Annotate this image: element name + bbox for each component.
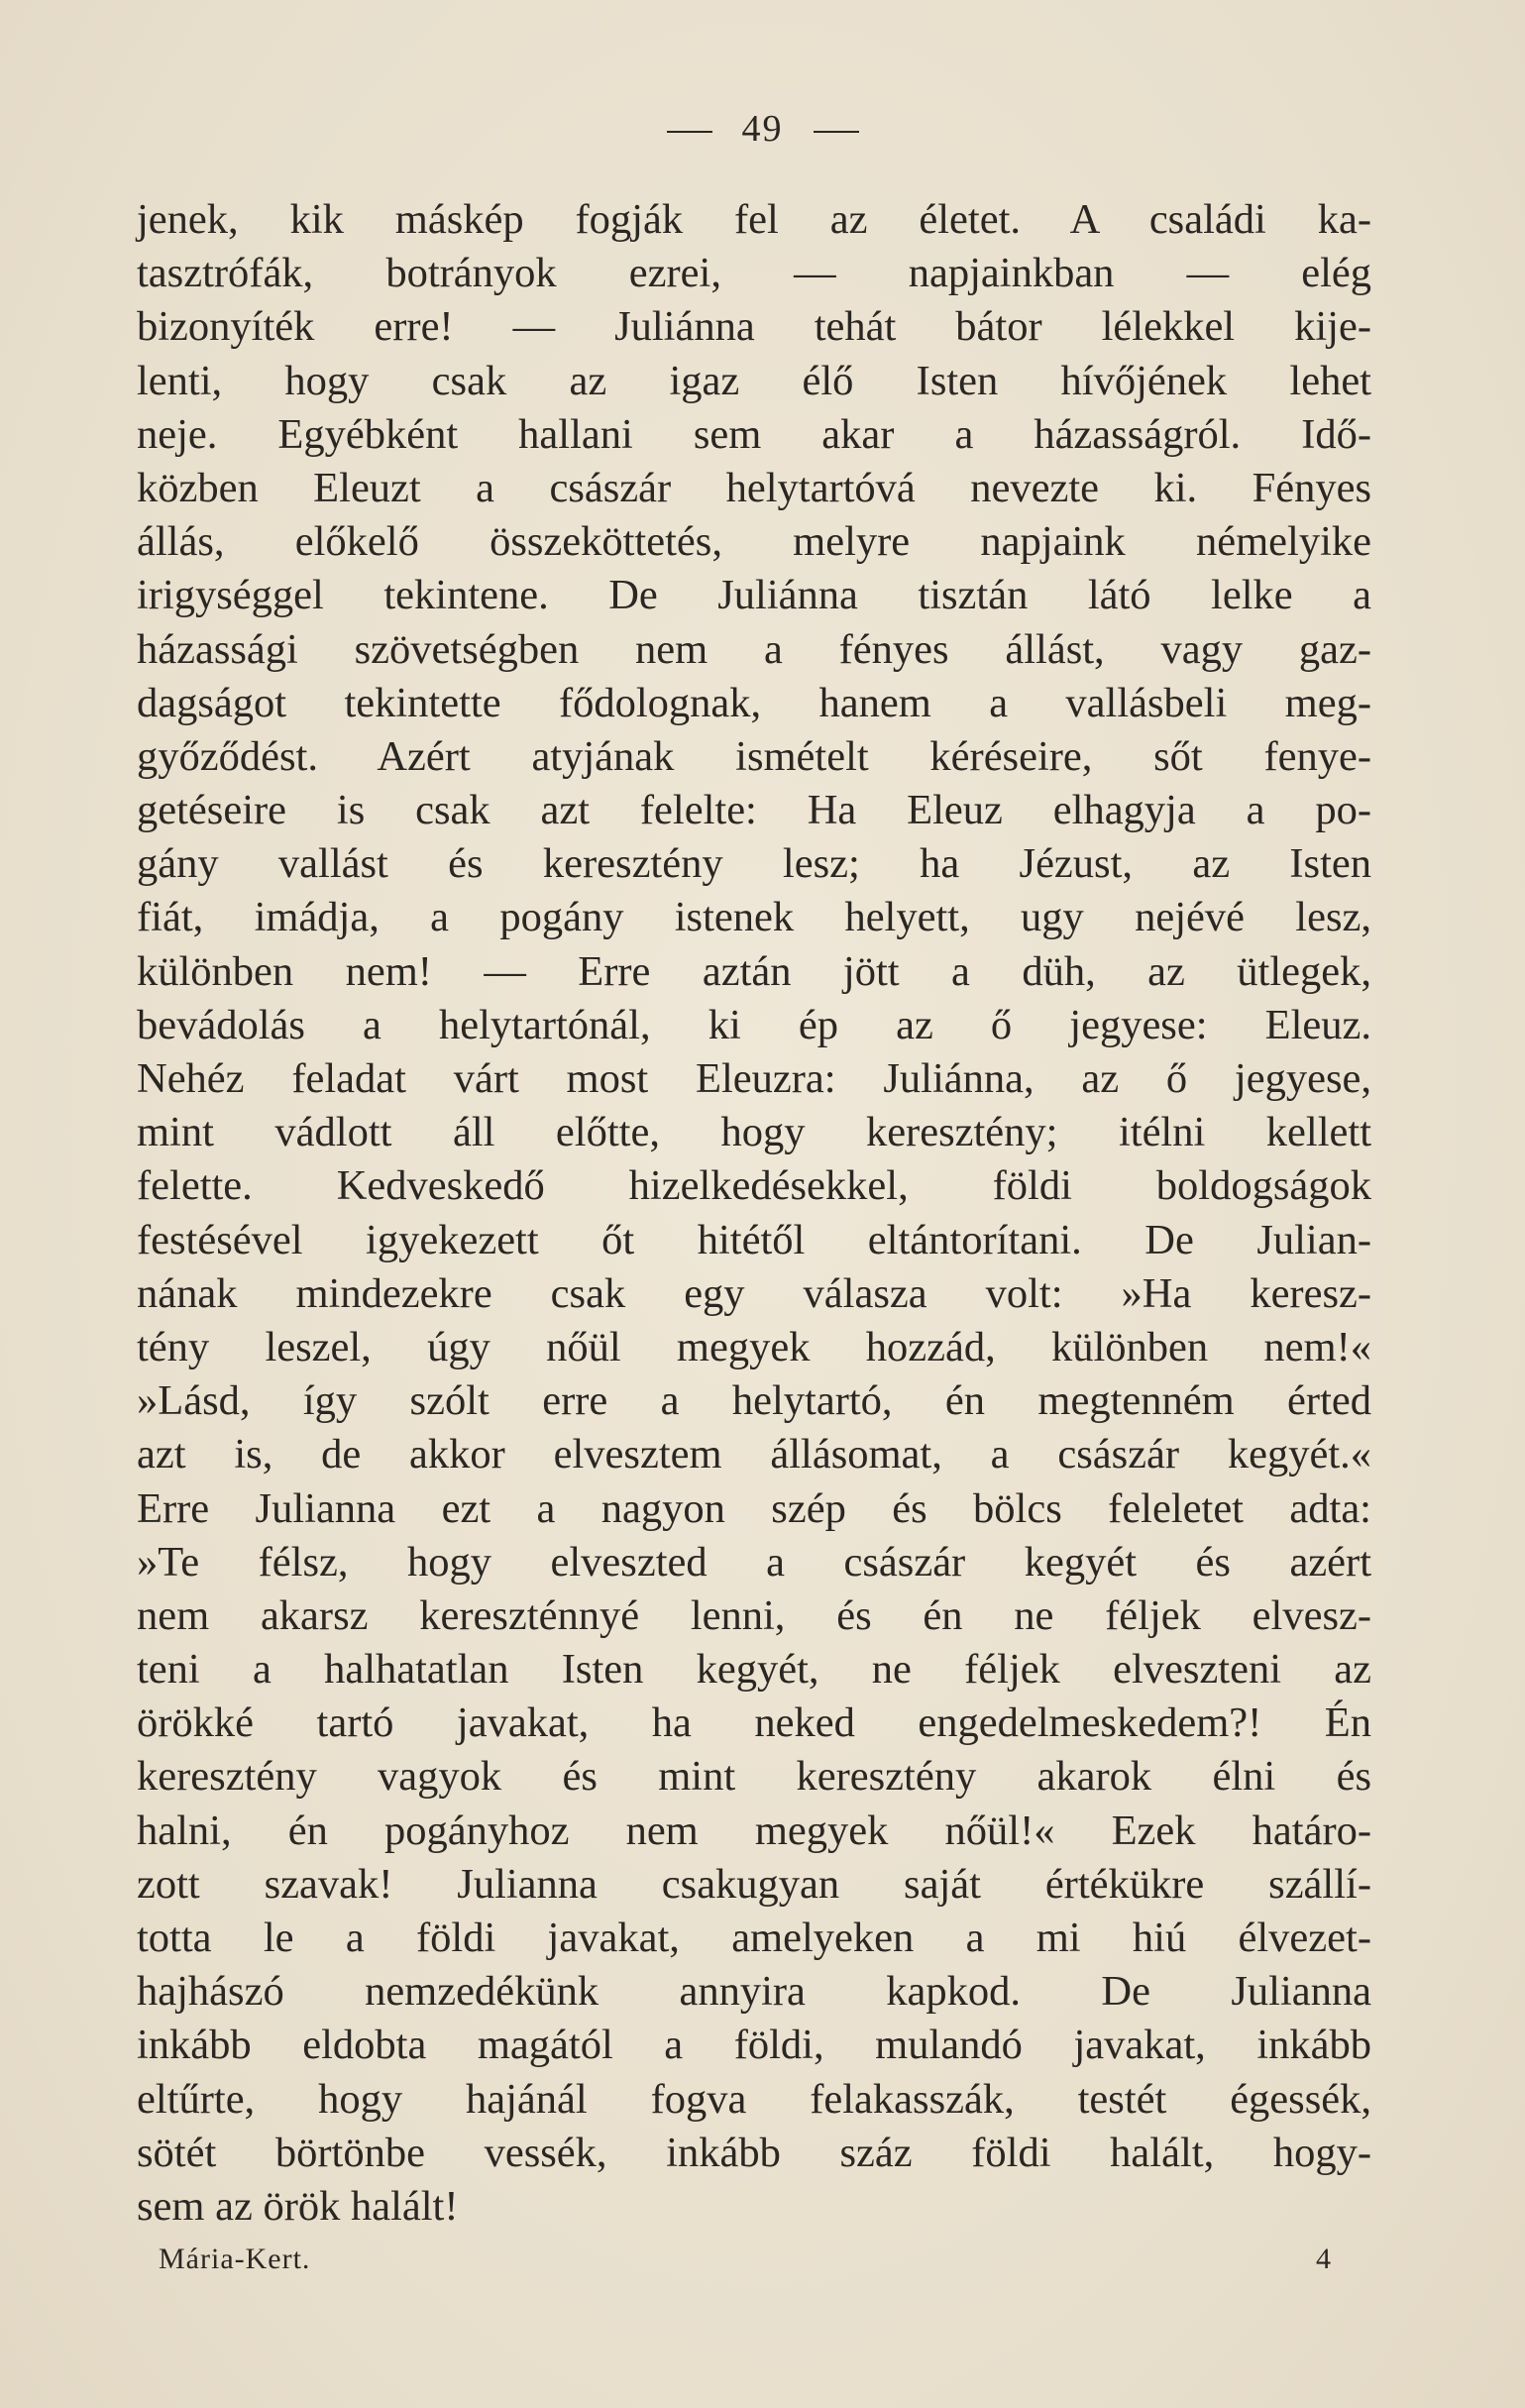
text-line: »Lásd, így szólt erre a helytartó, én megtenném érted (137, 1377, 1371, 1425)
text-line: tény leszel, úgy nőül megyek hozzád, különben nem!« (137, 1323, 1371, 1370)
header-dash-left (667, 131, 712, 133)
text-line: irigységgel tekintene. De Juliánna tisztán látó lelke a (137, 572, 1371, 619)
text-line: dagságot tekintette fődolognak, hanem a vallásbeli meg- (137, 679, 1371, 726)
text-line: bevádolás a helytartónál, ki ép az ő jegyese: Eleuz. (137, 1001, 1371, 1048)
text-line: inkább eldobta magától a földi, mulandó javakat, inkább (137, 2022, 1371, 2069)
text-line: teni a halhatatlan Isten kegyét, ne féljek elveszteni az (137, 1646, 1371, 1694)
text-line: felette. Kedveskedő hizelkedésekkel, földi boldogságok (137, 1162, 1371, 1210)
text-line: getéseire is csak azt felelte: Ha Eleuz elhagyja a po- (137, 787, 1371, 834)
page-number: 49 (741, 108, 784, 150)
text-line: sötét börtönbe vessék, inkább száz földi halált, hogy- (137, 2129, 1371, 2176)
text-line: sem az örök halált! (137, 2182, 459, 2230)
text-line: eltűrte, hogy hajánál fogva felakasszák, testét égessék, (137, 2075, 1371, 2123)
text-line: győződést. Azért atyjának ismételt kéréseire, sőt fenye- (137, 732, 1371, 780)
text-line: »Te félsz, hogy elveszted a császár kegyét és azért (137, 1538, 1371, 1586)
header-dash-right (814, 131, 859, 133)
signature-mark: Mária-Kert. (159, 2243, 311, 2275)
text-line: totta le a földi javakat, amelyeken a mi hiú élvezet- (137, 1915, 1371, 1961)
text-line: nának mindezekre csak egy válasza volt: »Ha keresz- (137, 1269, 1371, 1317)
text-line: tasztrófák, botrányok ezrei, — napjainkban — elég (137, 250, 1371, 297)
sheet-number: 4 (1316, 2243, 1332, 2275)
text-line: hajhászó nemzedékünk annyira kapkod. De Julianna (137, 1968, 1371, 2016)
text-line: örökké tartó javakat, ha neked engedelmeskedem?! Én (137, 1699, 1371, 1747)
text-line: bizonyíték erre! — Juliánna tehát bátor lélekkel kije- (137, 303, 1371, 351)
text-line: azt is, de akkor elvesztem állásomat, a császár kegyét.« (137, 1431, 1371, 1478)
text-line: házassági szövetségben nem a fényes állást, vagy gaz- (137, 625, 1371, 673)
text-line: festésével igyekezett őt hitétől eltántorítani. De Julian- (137, 1216, 1371, 1263)
text-line: gány vallást és keresztény lesz; ha Jézust, az Isten (137, 840, 1371, 888)
text-line: fiát, imádja, a pogány istenek helyett, ugy nejévé lesz, (137, 894, 1371, 941)
page-header (0, 107, 1525, 151)
text-line: zott szavak! Julianna csakugyan saját értékükre szállí- (137, 1860, 1371, 1908)
text-line: halni, én pogányhoz nem megyek nőül!« Ezek határo- (137, 1806, 1371, 1854)
text-line: állás, előkelő összeköttetés, melyre napjaink némelyike (137, 518, 1371, 566)
text-line: Erre Julianna ezt a nagyon szép és bölcs feleletet adta: (137, 1484, 1371, 1532)
text-line: jenek, kik máskép fogják fel az életet. A családi ka- (137, 196, 1371, 243)
text-line: nem akarsz kereszténnyé lenni, és én ne féljek elvesz- (137, 1591, 1371, 1639)
text-line: keresztény vagyok és mint keresztény akarok élni és (137, 1753, 1371, 1801)
text-line: lenti, hogy csak az igaz élő Isten hívőjének lehet (137, 357, 1371, 404)
body-text (137, 193, 1371, 2234)
text-line: neje. Egyébként hallani sem akar a házasságról. Idő- (137, 410, 1371, 458)
text-line: közben Eleuzt a császár helytartóvá nevezte ki. Fényes (137, 464, 1371, 511)
text-line: Nehéz feladat várt most Eleuzra: Juliánna, az ő jegyese, (137, 1055, 1371, 1102)
text-line: mint vádlott áll előtte, hogy keresztény; itélni kellett (137, 1109, 1371, 1156)
text-line: különben nem! — Erre aztán jött a düh, az ütlegek, (137, 947, 1371, 995)
